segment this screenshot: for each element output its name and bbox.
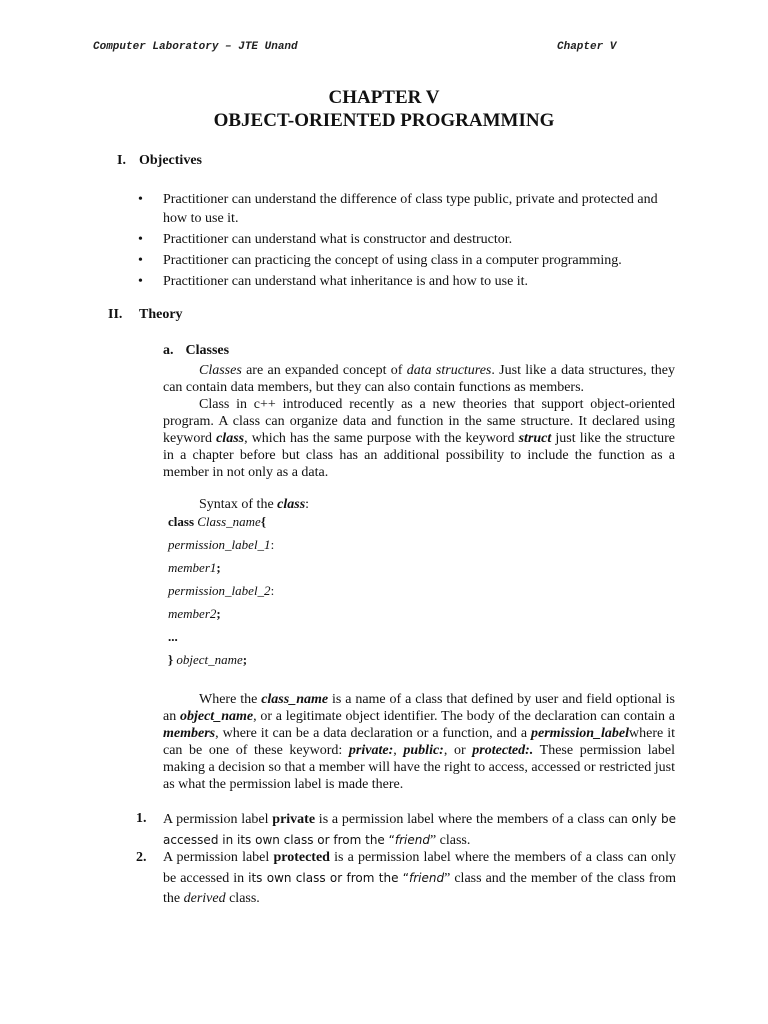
item-number: 1. bbox=[136, 811, 147, 826]
syntax-line-1 bbox=[168, 514, 266, 530]
item-number: 2. bbox=[136, 850, 147, 865]
objective-text: Practitioner can understand what is constructor and destructor. bbox=[163, 232, 513, 247]
keyword-struct: struct bbox=[518, 431, 552, 446]
semicolon: ; bbox=[242, 652, 248, 667]
term-data-structures: data structures bbox=[406, 363, 492, 378]
syntax-line-2 bbox=[168, 537, 274, 553]
text-run: , where it can be a data declaration or a function, and a bbox=[215, 726, 532, 741]
syntax-ellipsis: ... bbox=[168, 629, 178, 644]
text-run: , bbox=[393, 743, 404, 758]
text-run: . Just like a data structures, they can contain data members, but they can also contain functions as members. bbox=[163, 363, 676, 395]
term-classes: Classes bbox=[199, 363, 242, 378]
semicolon: ; bbox=[216, 560, 221, 575]
objective-item bbox=[136, 190, 676, 228]
theory-title: Theory bbox=[139, 307, 183, 322]
text-run: just like the structure in a chapter before but class has an additional possibility to include the function as a member in not only as a data. bbox=[163, 431, 675, 480]
term-friend: friend bbox=[394, 833, 430, 847]
text-run: where it can be one of these keyword: bbox=[163, 726, 675, 758]
objectives-title: Objectives bbox=[139, 153, 202, 168]
text-run: These permission label making a decision so that a member will have the right to access, accessed or restricted just as what the permission label is made there. bbox=[163, 743, 675, 792]
keyword-class: class bbox=[168, 514, 194, 529]
term-class-name: class_name bbox=[261, 692, 329, 707]
syntax-object-name: object_name bbox=[176, 652, 243, 667]
text-run: A permission label bbox=[163, 850, 274, 865]
syntax-line-5 bbox=[168, 606, 221, 622]
text-run: A permission label bbox=[163, 812, 273, 827]
chapter-number-title: CHAPTER V bbox=[328, 87, 440, 108]
classes-heading bbox=[163, 343, 229, 359]
keyword-private: private: bbox=[348, 743, 394, 758]
objective-item bbox=[136, 272, 676, 291]
permission-item-2 bbox=[136, 848, 676, 909]
text-run: Class in c++ introduced recently as a new theories that support object-oriented program. A class can organize data and function in the same structure. It declared using keyword bbox=[163, 397, 675, 446]
text-run: : bbox=[270, 583, 275, 598]
text-run: its own class or from the “ bbox=[248, 871, 410, 885]
bullet-icon: • bbox=[138, 232, 143, 247]
syntax-intro bbox=[163, 496, 675, 513]
text-run: are an expanded concept of bbox=[241, 363, 407, 378]
keyword-private: private bbox=[272, 812, 316, 827]
objective-text: Practitioner can practicing the concept of using class in a computer programming. bbox=[163, 253, 622, 268]
syntax-line-4 bbox=[168, 583, 274, 599]
bullet-icon: • bbox=[138, 253, 143, 268]
objective-item bbox=[136, 251, 676, 270]
syntax-line-6 bbox=[168, 629, 178, 645]
text-run: only be accessed in its own class or from the “ bbox=[163, 812, 676, 847]
syntax-line-7 bbox=[168, 652, 247, 668]
keyword-public: public: bbox=[403, 743, 444, 758]
theory-number: II. bbox=[108, 307, 123, 322]
classes-paragraph-3 bbox=[163, 691, 675, 793]
running-header-right: Chapter V bbox=[557, 41, 617, 53]
bullet-icon: • bbox=[138, 192, 143, 207]
objective-text: Practitioner can understand the difference of class type public, private and protected and how to use it. bbox=[163, 192, 658, 226]
text-run: , which has the same purpose with the keyword bbox=[244, 431, 519, 446]
syntax-permission-label-1: permission_label_1 bbox=[168, 537, 271, 552]
text-run: is a permission label where the members of a class can only be accessed in bbox=[163, 850, 676, 886]
syntax-member2: member2 bbox=[168, 606, 217, 621]
objective-text: Practitioner can understand what inheritance is and how to use it. bbox=[163, 274, 529, 289]
text-run: is a permission label where the members of a class can bbox=[315, 812, 632, 827]
chapter-title: OBJECT-ORIENTED PROGRAMMING bbox=[213, 110, 555, 131]
syntax-member1: member1 bbox=[168, 560, 217, 575]
syntax-line-3 bbox=[168, 560, 221, 576]
permission-item-1 bbox=[136, 809, 676, 851]
text-run: : bbox=[305, 497, 310, 512]
syntax-permission-label-2: permission_label_2 bbox=[168, 583, 271, 598]
term-permission-label: permission_label bbox=[531, 726, 630, 741]
open-brace: { bbox=[260, 514, 266, 529]
text-run: class. bbox=[225, 891, 260, 906]
text-run: ” class. bbox=[429, 833, 471, 848]
syntax-class-name: Class_name bbox=[197, 514, 261, 529]
term-members: members bbox=[163, 726, 216, 741]
text-run: : bbox=[270, 537, 275, 552]
keyword-protected: protected bbox=[273, 850, 330, 865]
semicolon: ; bbox=[216, 606, 221, 621]
objective-item bbox=[136, 230, 676, 249]
text-run: , or a legitimate object identifier. The body of the declaration can contain a bbox=[253, 709, 675, 724]
running-header-left: Computer Laboratory – JTE Unand bbox=[93, 41, 298, 53]
objectives-list bbox=[136, 190, 676, 293]
text-run: is a name of a class that defined by user and field optional is an bbox=[163, 692, 675, 724]
keyword-protected: protected:. bbox=[472, 743, 534, 758]
close-brace: } bbox=[168, 652, 174, 667]
classes-title: Classes bbox=[185, 343, 230, 358]
text-run: Syntax of the bbox=[199, 497, 278, 512]
keyword-class: class bbox=[216, 431, 245, 446]
text-run: ” class and the member of the class from the bbox=[163, 871, 677, 906]
term-derived: derived bbox=[183, 891, 226, 906]
classes-paragraph-1 bbox=[163, 362, 675, 396]
objectives-number: I. bbox=[117, 153, 126, 168]
classes-paragraph-2 bbox=[163, 396, 675, 481]
classes-letter: a. bbox=[163, 343, 174, 358]
term-friend: friend bbox=[409, 871, 445, 885]
term-object-name: object_name bbox=[179, 709, 254, 724]
text-run: Where the bbox=[199, 692, 262, 707]
bullet-icon: • bbox=[138, 274, 143, 289]
keyword-class: class bbox=[277, 497, 306, 512]
text-run: , or bbox=[443, 743, 473, 758]
